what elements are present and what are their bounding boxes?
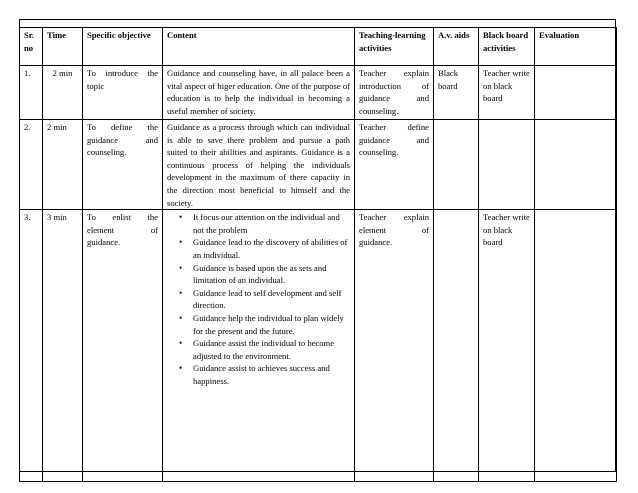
header-content: Content [163,28,355,66]
cell-black-board: Teacher write on black board [479,66,535,120]
cell-time: 2 min [43,66,83,120]
cell-content [163,210,355,482]
cell-objective: To enlist the element of guidance. [83,210,163,482]
content-bullet-list [167,211,350,387]
header-evaluation: Evaluation [535,28,617,66]
cell-evaluation [535,66,617,120]
lesson-plan-table [19,27,617,482]
list-item: • Guidance help the individual to plan widely for the present and the future. [193,312,350,337]
cell-time: 2 min [43,120,83,210]
cell-objective: To introduce the topic [83,66,163,120]
cell-content: Guidance as a process through which can individual is able to save there problem and pursue a path suited to their abilities and aspirants. Guidance is a continuous process of helping the individuals development in the maximum of there capacity in the direction most beneficial to himself and the society. [163,120,355,210]
cell-sr: 2. [20,120,43,210]
cell-evaluation [535,120,617,210]
header-time: Time [43,28,83,66]
header-av-aids: A.v. aids [434,28,479,66]
header-black-board: Black board activities [479,28,535,66]
cell-av-aids: Black board [434,66,479,120]
header-teaching-learning: Teaching-learning activities [355,28,434,66]
cell-black-board [479,120,535,210]
cell-content: Guidance and counseling have, in all palace been a vital aspect of higer education. One of the purpose of education is to help the individual in becoming a useful member of society. [163,66,355,120]
header-row [20,28,617,66]
list-item: • Guidance is based upon the as sets and limitation of an individual. [193,262,350,287]
cell-sr: 1. [20,66,43,120]
cell-av-aids [434,120,479,210]
header-sr-no: Sr. no [20,28,43,66]
cell-teaching: Teacher define guidance and counseling. [355,120,434,210]
cell-sr: 3. [20,210,43,482]
cell-teaching: Teacher explain element of guidance. [355,210,434,482]
cell-teaching: Teacher explain introduction of guidance and counseling. [355,66,434,120]
table-row [20,66,617,120]
cell-time: 3 min [43,210,83,482]
list-item: • It focus our attention on the individual and not the problem [193,211,350,236]
table-row [20,120,617,210]
cell-objective: To define the guidance and counseling. [83,120,163,210]
list-item: • Guidance lead to the discovery of abilities of an individual. [193,236,350,261]
cell-av-aids [434,210,479,482]
cell-evaluation [535,210,617,482]
list-item: • Guidance assist the individual to become adjusted to the environment. [193,337,350,362]
list-item: • Guidance assist to achieves success and happiness. [193,362,350,387]
header-specific-objective: Specific objective [83,28,163,66]
cell-black-board: Teacher write on black board [479,210,535,482]
list-item: • Guidance lead to self development and self direction. [193,287,350,312]
table-row [20,210,617,482]
